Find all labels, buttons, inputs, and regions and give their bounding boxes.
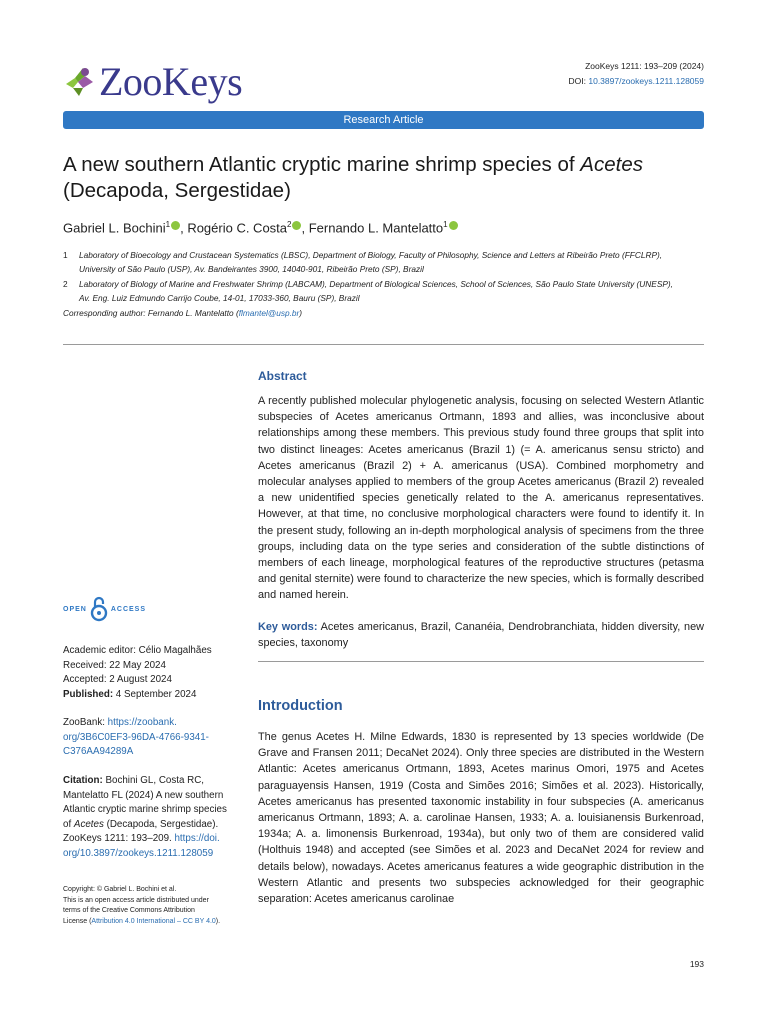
received-date: Received: 22 May 2024 <box>63 659 166 671</box>
copyright-text: ). <box>215 917 221 925</box>
introduction-heading: Introduction <box>258 698 343 714</box>
article-type-banner: Research Article <box>63 111 704 129</box>
affiliation-line: Av. Eng. Luiz Edmundo Carrijo Coube, 14-01, 17033-360, Bauru (SP), Brazil <box>79 293 360 303</box>
zookeys-logo-icon <box>63 62 97 102</box>
citation-text: Atlantic cryptic marine shrimp species <box>63 804 227 815</box>
zoobank-link[interactable]: https://zoobank. <box>107 717 177 728</box>
doi-label: DOI: <box>568 76 586 86</box>
published-value: 4 September 2024 <box>113 688 197 700</box>
corresponding-author <box>63 306 708 320</box>
corresponding-label: Corresponding author: Fernando L. Mantelatto ( <box>63 308 239 318</box>
article-dates <box>63 644 241 702</box>
citation-text: Mantelatto FL (2024) A new southern <box>63 789 224 801</box>
author-name[interactable]: Fernando L. Mantelatto <box>308 220 444 236</box>
doi-line <box>569 74 705 89</box>
affiliation-number: 1 <box>63 250 68 260</box>
copyright-line: This is an open access article distributed under <box>63 896 209 904</box>
affiliation-line: Laboratory of Bioecology and Crustacean Systematics (LBSC), Department of Biology, Faculty of Philosophy, Science and Letters at Ribeirão Preto (FFCLRP), <box>79 250 663 260</box>
accepted-date: Accepted: 2 August 2024 <box>63 674 172 685</box>
logo-text: ZooKeys <box>99 59 243 104</box>
journal-info <box>569 59 705 89</box>
author-name[interactable]: Gabriel L. Bochini <box>63 220 166 236</box>
article-title <box>63 152 713 204</box>
introduction-text: The genus Acetes H. Milne Edwards, 1830 is represented by 13 species worldwide (De Grave and Fransen 2011; DecaNet 2024). Only three species are distributed in the Western Atlantic: Acetes americanus Ortmann, 1893, Acetes marinus Omori, 1975 and Acetes paraguayensis Hansen, 1919 (Costa and Simões 2016; Simões et al. 2023). Historically, Acetes americanus has presented taxonomic instability in four subspecies (A. americanus americanus Ortmann, 1893; A. a. carolinae Hansen, 1933; A. a. louisianensis Burkenroad, 1934a; A. a. limonensis Burkenroad, 1934a), but only two of them are considered valid (Holthuis 1948) and accepted (see Simões et al. 2023 and DecaNet 2024 for review and details below), nowadays. Acetes americanus features a wide geographic distribution in the Western Atlantic and presents two subspecies acknowledged for their geographic separation: Acetes americanus carolinae <box>258 731 704 906</box>
copyright-text: License ( <box>63 917 92 925</box>
zoobank-link-cont[interactable]: C376AA94289A <box>63 746 134 757</box>
affiliation-line: University of São Paulo (USP), Av. Bandeirantes 3900, 14040-901, Ribeirão Preto (SP), Brazil <box>79 264 424 274</box>
affiliation-number: 2 <box>63 279 68 289</box>
affiliation <box>63 277 708 305</box>
page-number: 193 <box>689 959 704 969</box>
citation-text: ZooKeys 1211: 193–209. <box>63 833 175 844</box>
open-access-right: ACCESS <box>110 605 147 613</box>
author-affiliation-sup: 1 <box>443 220 448 229</box>
citation-text: of <box>63 818 74 830</box>
open-access-lock-icon <box>90 596 108 622</box>
corresponding-email-link[interactable]: flmantel@usp.br <box>238 308 300 318</box>
academic-editor: Academic editor: Célio Magalhães <box>63 645 212 656</box>
citation-text: Bochini GL, Costa RC, <box>102 775 205 786</box>
author-affiliation-sup: 2 <box>287 220 292 229</box>
keywords-text: Acetes americanus, Brazil, Cananéia, Dendrobranchiata, hidden diversity, new species, taxonomy <box>258 621 704 650</box>
orcid-icon[interactable] <box>449 221 458 230</box>
citation-doi-link-cont[interactable]: org/10.3897/zookeys.1211.128059 <box>63 847 214 859</box>
copyright-line: Copyright: © Gabriel L. Bochini et al. <box>63 886 177 893</box>
header-divider <box>63 344 704 345</box>
published-date <box>63 688 241 703</box>
abstract-heading: Abstract <box>258 369 307 383</box>
affiliation-text <box>79 248 662 276</box>
copyright-line: terms of the Creative Commons Attribution <box>63 907 195 914</box>
citation-genus: Acetes <box>73 818 104 830</box>
affiliation-text <box>79 277 673 305</box>
published-label: Published: <box>63 688 114 700</box>
title-part1: A new southern Atlantic cryptic marine shrimp species of <box>63 153 581 176</box>
author-list: Gabriel L. Bochini$^1$ , Rogério C. Costa$^2$ , Fernando L. Mantelatto$^1$ <box>63 216 458 237</box>
author-affiliation-sup: 1 <box>165 220 171 229</box>
doi-link[interactable]: 10.3897/zookeys.1211.128059 <box>588 76 704 86</box>
affiliation-line: Laboratory of Biology of Marine and Freshwater Shrimp (LABCAM), Department of Biological Sciences, School of Sciences, São Paulo State University (UNESP), <box>79 279 673 289</box>
copyright-line <box>63 917 243 928</box>
open-access-badge <box>63 596 146 622</box>
abstract-text: A recently published molecular phylogenetic analysis, focusing on selected Western Atlantic subspecies of Acetes americanus Ortmann, 1893 and allies, was inconclusive about relationships among these members. This previous study found three groups that split into two distinct lineages: Acetes americanus (Brazil 1) (= A. americanus sensu stricto) and Acetes americanus (Brazil 2) + A. americanus (USA). Combined morphometry and molecular analyses applied to members of the group Acetes americanus (Brazil 2) revealed a new unidentified species genetically related to the A. americanus representatives. However, at that time, no conclusive morphological characters were found to identify it. In the present study, following an in-depth morphological analysis of specimens from the three groups, including data on the type series and consideration of the subtle distinctions of members of each lineage, morphological features of the reproductive structures (petasma and genital sternite) were found to characterize the new species, which is formally described and named herein. <box>258 395 704 602</box>
citation-doi-link[interactable]: https://doi. <box>174 833 220 844</box>
license-link[interactable]: Attribution 4.0 International – CC BY 4.0 <box>91 917 216 925</box>
zoobank-link-cont[interactable]: org/3B6C0EF3-96DA-4766-9341- <box>63 731 209 743</box>
affiliation <box>63 248 708 276</box>
open-access-left: OPEN <box>63 605 87 613</box>
citation-line: ZooKeys 1211: 193–209 (2024) <box>585 61 704 71</box>
citation-label: Citation: <box>63 775 103 786</box>
author-name[interactable]: Rogério C. Costa <box>187 220 288 236</box>
title-genus: Acetes <box>580 153 643 176</box>
citation-text: (Decapoda, Sergestidae). <box>103 818 219 830</box>
abstract-divider <box>258 661 704 662</box>
orcid-icon[interactable] <box>171 221 180 230</box>
orcid-icon[interactable] <box>292 221 301 230</box>
zoobank-info <box>63 716 241 760</box>
zoobank-label: ZooBank: <box>63 717 108 728</box>
citation-block <box>63 774 241 861</box>
copyright-block <box>63 885 243 927</box>
journal-logo[interactable] <box>63 60 242 104</box>
title-part2: (Decapoda, Sergestidae) <box>63 179 291 202</box>
corresponding-close: ) <box>299 308 303 318</box>
keywords-label: Key words: <box>258 621 318 633</box>
keywords <box>258 619 704 651</box>
